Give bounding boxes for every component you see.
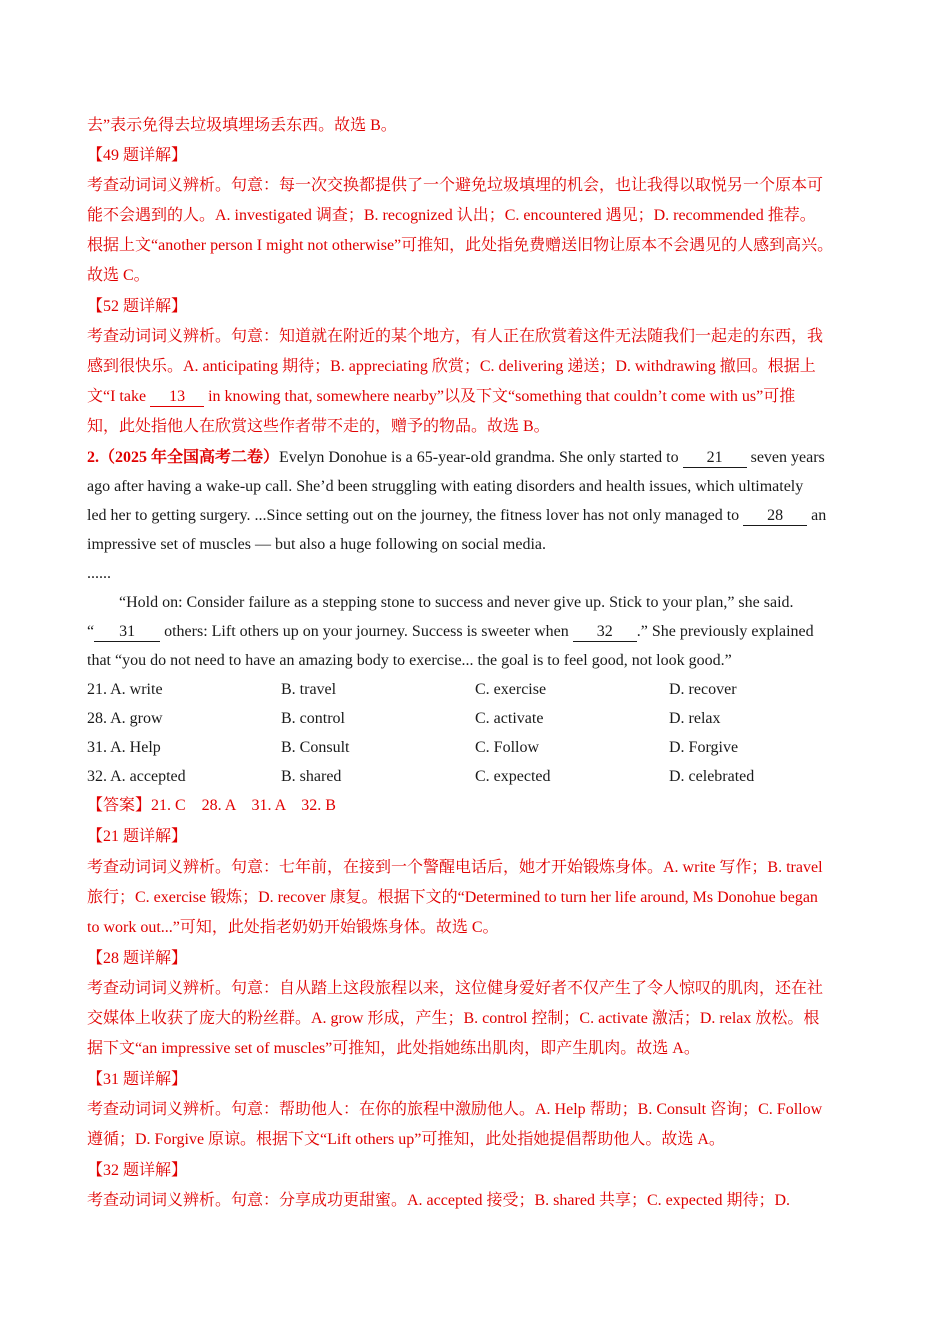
explanation-49-line-2: 能不会遇到的人。A. investigated 调查；B. recognized 认出；C. encountered 遇见；D. recommended 推荐。 (87, 207, 816, 224)
option-21-c: C. exercise (475, 681, 547, 698)
explanation-28-line-1: 考查动词词义辨析。句意：自从踏上这段旅程以来，这位健身爱好者不仅产生了令人惊叹的肌肉，还在社 (87, 980, 824, 997)
option-28-d: D. relax (669, 710, 721, 727)
blank-32: 32 (573, 623, 637, 642)
heading-31: 【31 题详解】 (87, 1071, 188, 1088)
passage-line-1: 2.（2025 年全国高考二卷）Evelyn Donohue is a 65-year-old grandma. She only started to 21 seven years (87, 449, 825, 466)
option-21-a: 21. A. write (87, 681, 163, 698)
explanation-31-line-1: 考查动词词义辨析。句意：帮助他人：在你的旅程中激励他人。A. Help 帮助；B. Consult 咨询；C. Follow (87, 1101, 823, 1118)
heading-52: 【52 题详解】 (87, 298, 188, 315)
explanation-52-line-2: 感到很快乐。A. anticipating 期待；B. appreciating 欣赏；C. delivering 递送；D. withdrawing 撤回。根据上 (87, 358, 816, 375)
blank-28: 28 (743, 507, 807, 526)
option-32-c: C. expected (475, 768, 551, 785)
option-28-b: B. control (281, 710, 345, 727)
heading-32: 【32 题详解】 (87, 1162, 188, 1179)
blank-31: 31 (94, 623, 160, 642)
explanation-28-line-2: 交媒体上收获了庞大的粉丝群。A. grow 形成，产生；B. control 控制；C. activate 激活；D. relax 放松。根 (87, 1010, 820, 1027)
heading-28: 【28 题详解】 (87, 950, 188, 967)
passage-line-6: “ 31 others: Lift others up on your journey. Success is sweeter when 32 .” She previously explained (87, 623, 814, 640)
passage-line-4: impressive set of muscles — but also a huge following on social media. (87, 536, 547, 553)
option-32-a: 32. A. accepted (87, 768, 186, 785)
option-21-d: D. recover (669, 681, 737, 698)
heading-21: 【21 题详解】 (87, 828, 188, 845)
explanation-21-line-3: to work out...”可知，此处指老奶奶开始锻炼身体。故选 C。 (87, 919, 499, 936)
option-31-a: 31. A. Help (87, 739, 161, 756)
explanation-49-line-1: 考查动词词义辨析。句意：每一次交换都提供了一个避免垃圾填埋的机会，也让我得以取悦另一个原本可 (87, 177, 824, 194)
passage-line-7: that “you do not need to have an amazing body to exercise... the goal is to feel good, not look good.” (87, 652, 732, 669)
passage-line-5: “Hold on: Consider failure as a stepping stone to success and never give up. Stick to your plan,” she said. (119, 594, 794, 611)
explanation-49-line-3: 根据上文“another person I might not otherwise”可推知，此处指免费赠送旧物让原本不会遇见的人感到高兴。 (87, 237, 834, 254)
explanation-28-line-3: 据下文“an impressive set of muscles”可推知，此处指她练出肌肉，即产生肌肉。故选 A。 (87, 1040, 700, 1057)
option-31-c: C. Follow (475, 739, 540, 756)
heading-49: 【49 题详解】 (87, 147, 188, 164)
option-28-c: C. activate (475, 710, 544, 727)
explanation-52-line-4: 知，此处指他人在欣赏这些作者带不走的，赠予的物品。故选 B。 (87, 418, 550, 435)
explanation-32-line-1: 考查动词词义辨析。句意：分享成功更甜蜜。A. accepted 接受；B. shared 共享；C. expected 期待；D. (87, 1192, 791, 1209)
explanation-52-line-3: 文“I take 13 in knowing that, somewhere nearby”以及下文“something that couldn’t come with us”可推 (87, 388, 796, 405)
explanation-21-line-2: 旅行；C. exercise 锻炼；D. recover 康复。根据下文的“Determined to turn her life around, Ms Donohue began (87, 889, 818, 906)
question-number: 2. (87, 449, 99, 466)
explanation-52-line-1: 考查动词词义辨析。句意：知道就在附近的某个地方，有人正在欣赏着这件无法随我们一起走的东西，我 (87, 328, 824, 345)
explanation-48-tail: 去”表示免得去垃圾填埋场丢东西。故选 B。 (87, 117, 397, 134)
option-21-b: B. travel (281, 681, 337, 698)
option-32-d: D. celebrated (669, 768, 755, 785)
option-32-b: B. shared (281, 768, 342, 785)
explanation-31-line-2: 遵循；D. Forgive 原谅。根据下文“Lift others up”可推知，此处指她提倡帮助他人。故选 A。 (87, 1131, 725, 1148)
explanation-49-line-4: 故选 C。 (87, 267, 150, 284)
blank-21: 21 (683, 449, 747, 468)
passage-ellipsis: ...... (87, 565, 111, 582)
option-31-d: D. Forgive (669, 739, 739, 756)
passage-line-3: led her to getting surgery. ...Since setting out on the journey, the fitness lover has not only managed to 28 an (87, 507, 827, 524)
answer-line: 【答案】21. C 28. A 31. A 32. B (87, 797, 336, 814)
question-source: （2025 年全国高考二卷） (99, 449, 280, 466)
option-28-a: 28. A. grow (87, 710, 163, 727)
passage-line-2: ago after having a wake-up call. She’d been struggling with eating disorders and health issues, which ultimately (87, 478, 804, 495)
blank-13: 13 (150, 388, 204, 407)
option-31-b: B. Consult (281, 739, 350, 756)
explanation-21-line-1: 考查动词词义辨析。句意：七年前，在接到一个警醒电话后，她才开始锻炼身体。A. write 写作；B. travel (87, 859, 823, 876)
